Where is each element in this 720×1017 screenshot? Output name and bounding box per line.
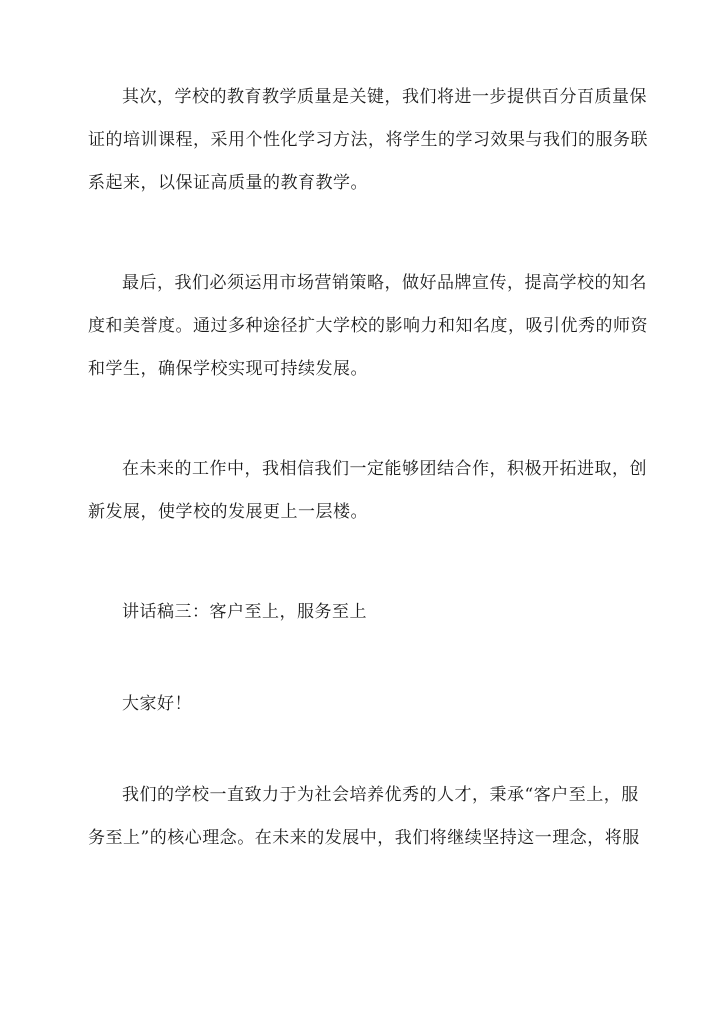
- paragraph-marketing: [88, 262, 648, 391]
- text-line: 其次，学校的教育教学质量是关键，我们将进一步提供百分百质量保: [122, 87, 647, 107]
- text-line: 系起来，以保证高质量的教育教学。: [88, 173, 368, 193]
- paragraph-quality: [88, 76, 648, 205]
- text-line: 度和美誉度。通过多种途径扩大学校的影响力和知名度，吸引优秀的师资: [88, 316, 648, 336]
- text-line: 我们的学校一直致力于为社会培养优秀的人才，秉承“客户至上，服: [122, 785, 639, 805]
- paragraph-future-work: [88, 448, 647, 534]
- text-line: 新发展，使学校的发展更上一层楼。: [88, 502, 368, 522]
- text-line: 务至上”的核心理念。在未来的发展中，我们将继续坚持这一理念，将服: [88, 828, 640, 848]
- paragraph-core-concept: [88, 774, 640, 860]
- section-heading: [88, 591, 632, 634]
- heading-text: 讲话稿三：客户至上，服务至上: [122, 602, 367, 622]
- text-line: 证的培训课程，采用个性化学习方法，将学生的学习效果与我们的服务联: [88, 130, 648, 150]
- text-line: 和学生，确保学校实现可持续发展。: [88, 359, 368, 379]
- text-line: 在未来的工作中，我相信我们一定能够团结合作，积极开拓进取，创: [122, 459, 647, 479]
- text-line: 最后，我们必须运用市场营销策略，做好品牌宣传，提高学校的知名: [122, 273, 647, 293]
- greeting: [88, 683, 632, 726]
- greeting-text: 大家好！: [122, 694, 192, 714]
